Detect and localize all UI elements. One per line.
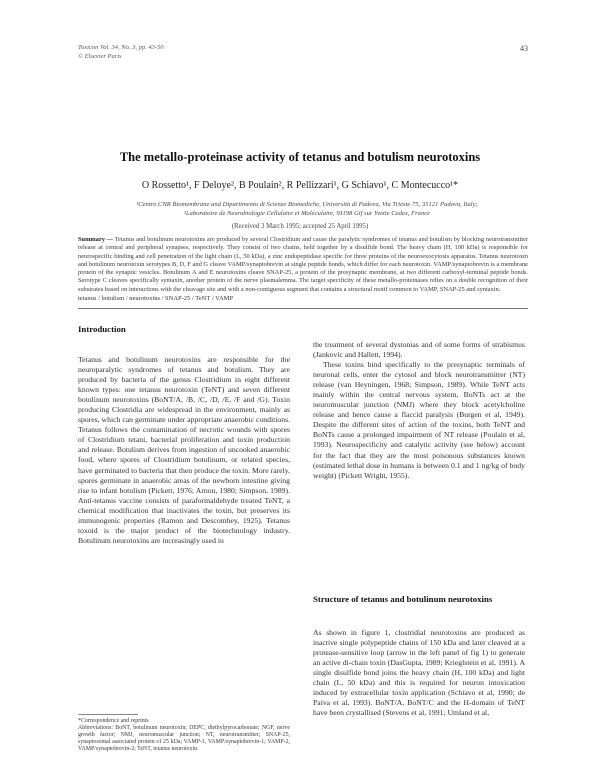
intro-paragraph-continued: the treatment of several dystonias and of some forms of strabismus (Jankovic and Hallett, 1994). [313,340,525,360]
section-divider [78,308,528,309]
footnote-divider [78,714,138,715]
journal-citation [78,44,298,61]
abstract [78,236,528,294]
structure-section [313,628,525,718]
footnote-abbreviations: Abbreviations: BoNT, botulinum neurotoxin; DEPC, diethylpyrocarbonate; NGF, nerve growth factor; NMJ, neuromuscular junction; NT, neurotransmitter; SNAP-25, synaptosomal associated protein of 25 kDa; VAMP-1, VAMP/synaptobrevin-1; VAMP-2, VAMP/synaptobrevin-2; TeNT, tetanus neurotoxin. [78,725,290,753]
affiliation-2: ²Laboratoire de Neurobiologie Cellulaire et Moléculaire, 91198 Gif sur Yvette Cedex, France [183,210,431,217]
abstract-text: Tetanus and botulinum neurotoxins are produced by several Clostridium and cause the paralytic syndromes of tetanus and botulism by blocking neurotransmitter release at central and peripheral synapses, respectively. They consist of two chains, held together by a disulfide bond. The heavy chain (H, 100 kDa) is responsible for neurospecific binding and cell penetration of the light chain (L, 50 kDa), a zinc endopeptidase specific for three proteins of the neuroexocytosis apparatus. Tetanus neurotoxin and botulinum neurotoxin serotypes B, D, F and G cleave VAMP/synaptobrevin at single peptide bonds, which differ for each neurotoxin. VAMP/synaptobrevin is a membrane protein of the synaptic vesicles. Botulinum A and E neurotoxins cleave SNAP-25, a protein of the presynaptic membrane, at two different carboxyl-terminal peptide bonds. Serotype C cleaves specifically syntaxin, another protein of the nerve plasmalemma. The target specificity of these metallo-proteinases relies on a double recognition of their substrates based on interactions with the cleavage site and with a non-contiguous segment that contains a structural motif common to VAMP, SNAP-25 and syntaxin. [78,236,528,293]
footnote-correspondence: *Correspondence and reprints [78,718,149,724]
journal-line-2: © Elsevier Paris [78,52,122,60]
structure-heading: Structure of tetanus and botulinum neurotoxins [313,594,493,604]
footnotes [78,718,290,753]
intro-paragraph-2: These toxins bind specifically to the presynaptic terminals of neuronal cells, enter the cytosol and block neurotransmitter (NT) release (van Heyningen, 1968; Simpson, 1989). While TeNT acts mainly within the central nervous system, BoNTs act at the neuromuscular junction (NMJ) where they block acetylcholine release and hence cause a flaccid paralysis (Burgen et al, 1949). Despite the different sites of action of the toxins, both TeNT and BoNTs cause a prolonged impairment of NT release (Poulain et al, 1993). Neurospecificity and catalytic activity (see below) account for the fact that they are the most poisonous substances known (estimated lethal dose in humans is between 0.1 and 1 ng/kg of body weight) (Pickett Wright, 1955). [313,360,525,480]
introduction-heading: Introduction [78,324,126,334]
affiliations [82,200,532,218]
left-column [78,355,290,546]
affiliation-1: ¹Centro CNR Biomembrane and Dipartimento di Scienze Biomediche, Università di Padova, Via Trieste 75, 35121 Padova, Italy; [136,201,478,208]
keywords: tetanus / botulism / neurotoxins / SNAP-25 / TeNT / VAMP [78,295,234,302]
received-dates: (Received 3 March 1995; accepted 25 April 1995) [231,223,369,230]
journal-line-1: Toxicon Vol. 34, No. 3, pp. 43-50 [78,44,164,51]
article-title: The metallo-proteinase activity of tetanus and botulism neurotoxins [119,150,481,164]
right-column [313,340,525,481]
structure-paragraph-1: As shown in figure 1, clostridial neurotoxins are produced as inactive single polypeptide chains of 150 kDa and later cleaved at a protease-sensitive loop (arrow in the left panel of fig 1) to generate an active di-chain toxin (DasGupta, 1989; Krieglstein et al, 1991). A single disulfide bond joins the heavy chain (H, 100 kDa) and light chain (L, 50 kDa) and this is required for neuron intoxication induced by extracellular toxin application (Schiavo et al, 1990; de Paiva et al, 1993). BoNT/A, BoNT/C and the H-domain of TeNT have been crystallised (Stevens et al, 1991; Umland et al, [313,628,525,718]
author-list: O Rossetto¹, F Deloye², B Poulain², R Pellizzari¹, G Schiavo¹, C Montecucco¹* [141,180,459,191]
abstract-label: Summary — [78,236,114,243]
intro-paragraph-1: Tetanus and botulinum neurotoxins are responsible for the neuroparalytic syndromes of tetanus and botulism. They are produced by bacteria of the genus Clostridium in eight different known types: one tetanus neurotoxin (TeNT) and seven different botulinum neurotoxins (BoNT/A, /B, /C, /D, /E, /F and /G). Toxin producing Clostridia are widespread in the environment, mainly as spores, which can germinate under appropriate anaerobic conditions. Tetanus follows the contamination of necrotic wounds with spores of Clostridium tetani, bacterial proliferation and toxin production and release. Botulism derives from ingestion of uncooked anaerobic food, where spores of Clostridium botulinum, or related species, have germinated to bacteria that then produce the toxin. More rarely, spores germinate in anaerobic areas of the newborn intestine giving rise to infant botulism (Pickett, 1976; Arnon, 1980; Simpson, 1989). Anti-tetanus vaccine consists of paraformaldehyde treated TeNT, a chemical modification that inactivates the toxin, but preserves its immunogenic properties (Ramon and Descombey, 1925). Tetanus toxoid is the major product of the biotechnology industry. Botulinum neurotoxins are increasingly used in [78,355,290,545]
page-number: 43 [520,44,528,53]
